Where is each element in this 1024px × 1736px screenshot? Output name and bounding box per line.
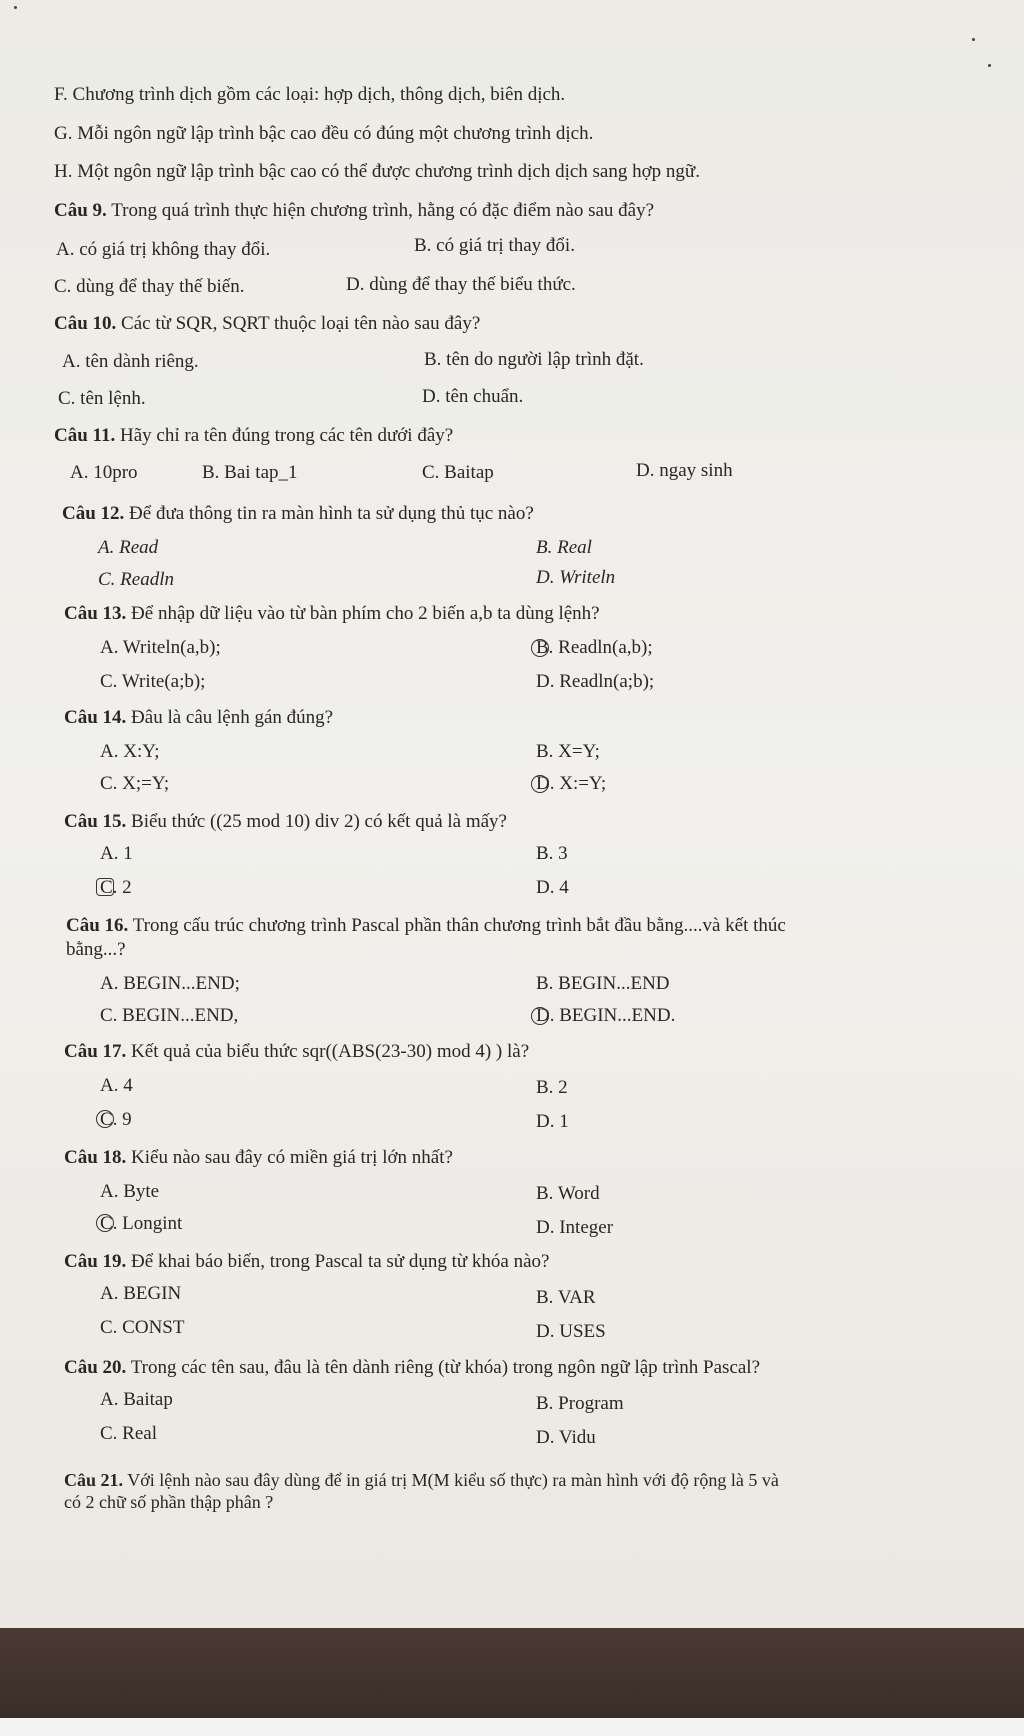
question-number: Câu 13. [64, 603, 127, 624]
question-number: Câu 14. [64, 707, 127, 728]
option-d: D. USES [536, 1321, 606, 1342]
question-text: Các từ SQR, SQRT thuộc loại tên nào sau đây? [116, 313, 481, 334]
option-b: B. có giá trị thay đổi. [414, 235, 575, 256]
speck [972, 38, 975, 41]
question-12 [62, 502, 534, 526]
option-c: C. tên lệnh. [58, 388, 146, 409]
bottom-margin [0, 1718, 1024, 1736]
option-b: B. X=Y; [536, 741, 600, 762]
option-a: A. 1 [100, 843, 133, 864]
question-text: Để nhập dữ liệu vào từ bàn phím cho 2 biến a,b ta dùng lệnh? [126, 603, 600, 624]
option-c: C. BEGIN...END, [100, 1005, 239, 1026]
option-b: B. Real [536, 537, 592, 558]
question-text: Hãy chỉ ra tên đúng trong các tên dưới đây? [115, 425, 454, 446]
statement-g: G. Mỗi ngôn ngữ lập trình bậc cao đều có đúng một chương trình dịch. [54, 123, 594, 144]
option-a: A. tên dành riêng. [62, 351, 199, 372]
option-c: C. 2 [100, 877, 132, 898]
question-number: Câu 16. [66, 915, 129, 936]
option-d: D. BEGIN...END. [536, 1005, 676, 1026]
question-number: Câu 12. [62, 503, 125, 524]
speck [988, 64, 991, 67]
question-14 [64, 706, 333, 730]
option-d: D. 1 [536, 1111, 569, 1132]
option-a: A. Baitap [100, 1389, 173, 1410]
answer-circle-mark [96, 878, 114, 896]
option-a: A. 10pro [70, 462, 138, 483]
option-c: C. CONST [100, 1317, 185, 1338]
option-a: A. X:Y; [100, 741, 160, 762]
option-d: D. Readln(a;b); [536, 671, 655, 692]
question-number: Câu 15. [64, 811, 127, 832]
question-text: Để khai báo biến, trong Pascal ta sử dụng từ khóa nào? [126, 1251, 550, 1272]
option-a: A. BEGIN...END; [100, 973, 240, 994]
question-9 [54, 199, 654, 223]
option-a: A. Read [98, 537, 159, 558]
option-b: B. Readln(a,b); [536, 637, 653, 658]
answer-circle-mark [96, 1110, 114, 1128]
question-19 [64, 1250, 549, 1274]
option-a: A. 4 [100, 1075, 133, 1096]
option-d: D. Writeln [536, 567, 616, 588]
option-d: D. ngay sinh [636, 460, 733, 481]
option-b: B. Bai tap_1 [202, 462, 298, 483]
option-d: D. 4 [536, 877, 569, 898]
question-13 [64, 602, 600, 626]
option-b: B. VAR [536, 1287, 596, 1308]
question-21-continued: có 2 chữ số phần thập phân ? [64, 1492, 274, 1512]
question-18 [64, 1146, 453, 1170]
question-20 [64, 1356, 760, 1380]
statement-f: F. Chương trình dịch gồm các loại: hợp dịch, thông dịch, biên dịch. [54, 84, 566, 105]
speck [14, 6, 17, 9]
question-text: Biểu thức ((25 mod 10) div 2) có kết quả là mấy? [126, 811, 507, 832]
question-10 [54, 312, 480, 336]
option-a: A. Byte [100, 1181, 160, 1202]
option-c: C. Write(a;b); [100, 671, 206, 692]
question-number: Câu 9. [54, 200, 107, 221]
option-a: A. có giá trị không thay đổi. [56, 239, 271, 260]
question-number: Câu 11. [54, 425, 116, 446]
option-b: B. 3 [536, 843, 568, 864]
statement-h: H. Một ngôn ngữ lập trình bậc cao có thể được chương trình dịch dịch sang hợp ngữ. [54, 161, 700, 182]
question-15 [64, 810, 507, 834]
option-b: B. Program [536, 1393, 624, 1414]
option-c: C. dùng để thay thế biến. [54, 276, 245, 297]
option-c: C. Longint [100, 1213, 183, 1234]
question-number: Câu 10. [54, 313, 117, 334]
option-a: A. Writeln(a,b); [100, 637, 221, 658]
option-d: D. Vidu [536, 1427, 596, 1448]
dark-background-band [0, 1628, 1024, 1718]
question-16 [66, 914, 786, 938]
option-c: C. Real [100, 1423, 157, 1444]
option-d: D. Integer [536, 1217, 614, 1238]
answer-circle-mark [531, 1007, 549, 1025]
answer-circle-mark [531, 639, 549, 657]
question-number: Câu 17. [64, 1041, 127, 1062]
question-16-continued: bằng...? [66, 939, 126, 960]
option-c: C. Baitap [422, 462, 494, 483]
option-b: B. tên do người lập trình đặt. [424, 349, 644, 370]
option-a: A. BEGIN [100, 1283, 182, 1304]
question-text: Để đưa thông tin ra màn hình ta sử dụng thủ tục nào? [124, 503, 534, 524]
question-text: Kết quả của biểu thức sqr((ABS(23-30) mod 4) ) là? [126, 1041, 530, 1062]
option-d: D. dùng để thay thế biểu thức. [346, 274, 576, 295]
question-number: Câu 19. [64, 1251, 127, 1272]
answer-circle-mark [531, 775, 549, 793]
question-number: Câu 20. [64, 1357, 127, 1378]
option-c: C. 9 [100, 1109, 132, 1130]
question-text: Trong các tên sau, đâu là tên dành riêng (từ khóa) trong ngôn ngữ lập trình Pascal? [126, 1357, 761, 1378]
question-number: Câu 18. [64, 1147, 127, 1168]
question-21 [64, 1468, 779, 1492]
question-text: Kiểu nào sau đây có miền giá trị lớn nhất? [126, 1147, 453, 1168]
option-c: C. Readln [98, 569, 174, 590]
option-d: D. tên chuẩn. [422, 386, 524, 407]
question-11 [54, 424, 453, 448]
option-b: B. 2 [536, 1077, 568, 1098]
answer-circle-mark [96, 1214, 114, 1232]
option-d: D. X:=Y; [536, 773, 607, 794]
question-17 [64, 1040, 529, 1064]
option-b: B. BEGIN...END [536, 973, 670, 994]
question-text: Với lệnh nào sau đây dùng để in giá trị M(M kiểu số thực) ra màn hình với độ rộng là 5 và [123, 1470, 779, 1490]
question-number: Câu 21. [64, 1470, 124, 1490]
question-text: Trong quá trình thực hiện chương trình, hằng có đặc điểm nào sau đây? [106, 200, 655, 221]
question-text: Đâu là câu lệnh gán đúng? [126, 707, 334, 728]
option-c: C. X;=Y; [100, 773, 170, 794]
option-b: B. Word [536, 1183, 600, 1204]
question-text: Trong cấu trúc chương trình Pascal phần thân chương trình bắt đầu bằng....và kết thúc [128, 915, 786, 936]
